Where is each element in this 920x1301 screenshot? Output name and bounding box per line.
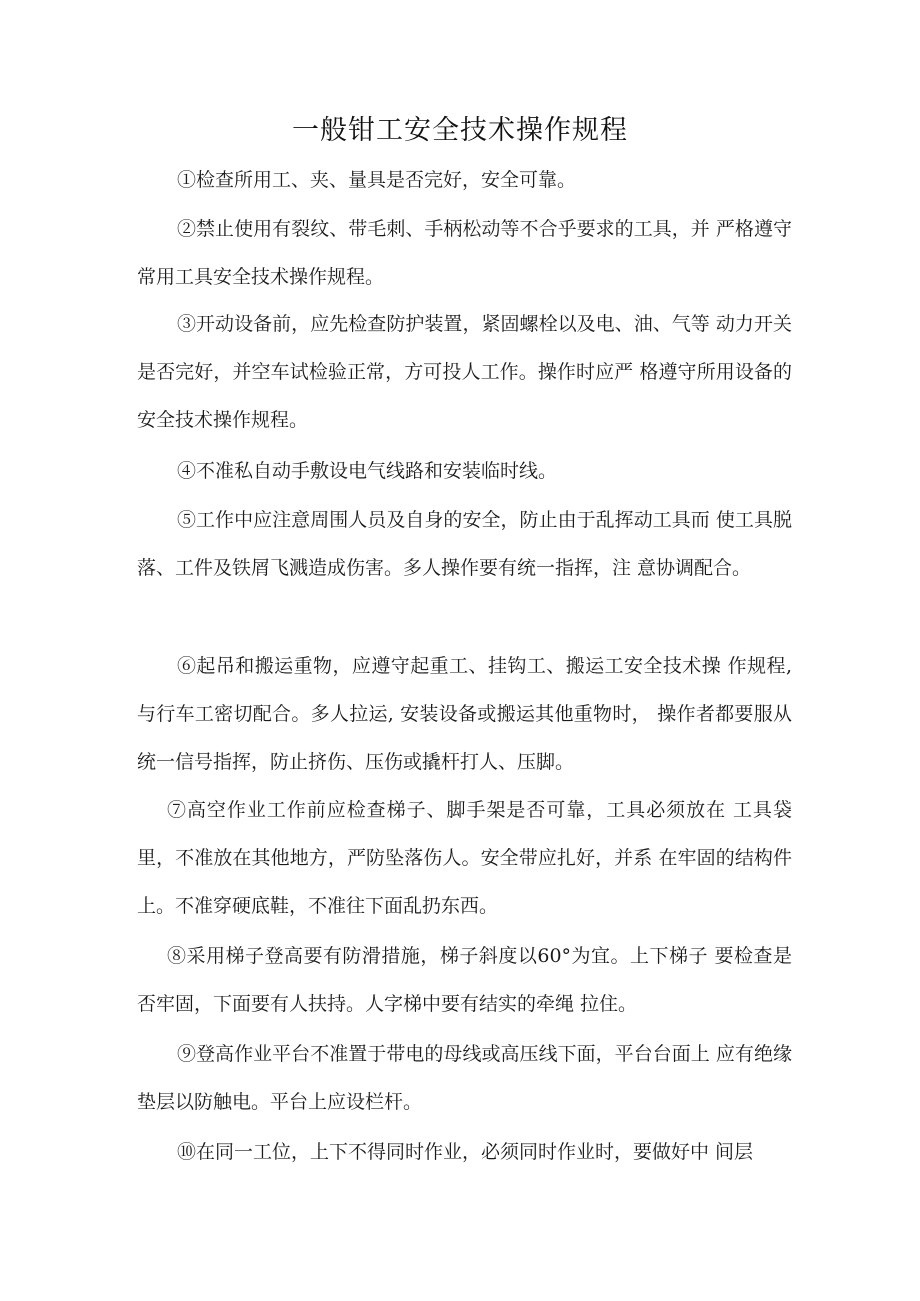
paragraph-2: ②禁止使用有裂纹、带毛刺、手柄松动等不合乎要求的工具，并 严格遵守常用工具安全技术操作规程。: [137, 218, 792, 288]
paragraph-5: ⑤工作中应注意周围人员及自身的安全，防止由于乱挥动工具而 使工具脱落、工件及铁屑飞溅造成伤害。多人操作要有统一指挥，注 意协调配合。: [137, 509, 792, 579]
paragraph-4: ④不准私自动手敷设电气线路和安装临时线。: [177, 460, 558, 482]
paragraph-10: ⑩在同一工位，上下不得同时作业，必须同时作业时，要做好中 间层: [177, 1141, 754, 1163]
paragraph-3: ③开动设备前，应先检查防护装置，紧固螺栓以及电、油、气等 动力开关是否完好，并空车试检验正常，方可投人工作。操作时应严 格遵守所用设备的安全技术操作规程。: [137, 313, 792, 431]
document-title: 一般钳工安全技术操作规程: [292, 115, 628, 146]
paragraph-8: ⑧采用梯子登高要有防滑措施，梯子斜度以60°为宜。上下梯子 要检查是否牢固，下面要有人扶持。人字梯中要有结实的牵绳 拉住。: [137, 945, 792, 1015]
paragraph-1: ①检查所用工、夹、量具是否完好，安全可靠。: [177, 169, 577, 191]
paragraph-7: ⑦高空作业工作前应检查梯子、脚手架是否可靠，工具必须放在 工具袋里，不准放在其他地方，严防坠落伤人。安全带应扎好，并系 在牢固的结构件上。不准穿硬底鞋，不准往下面乱扔东西。: [137, 799, 792, 917]
paragraph-9: ⑨登高作业平台不准置于带电的母线或高压线下面，平台台面上 应有绝缘垫层以防触电。平台上应设栏杆。: [137, 1043, 792, 1113]
paragraph-6: ⑥起吊和搬运重物，应遵守起重工、挂钩工、搬运工安全技术操 作规程, 与行车工密切配合。多人拉运, 安装设备或搬运其他重物时， 操作者都要服从统一信号指挥，防止挤伤、压伤或撬杆打人、压脚。: [137, 655, 792, 773]
